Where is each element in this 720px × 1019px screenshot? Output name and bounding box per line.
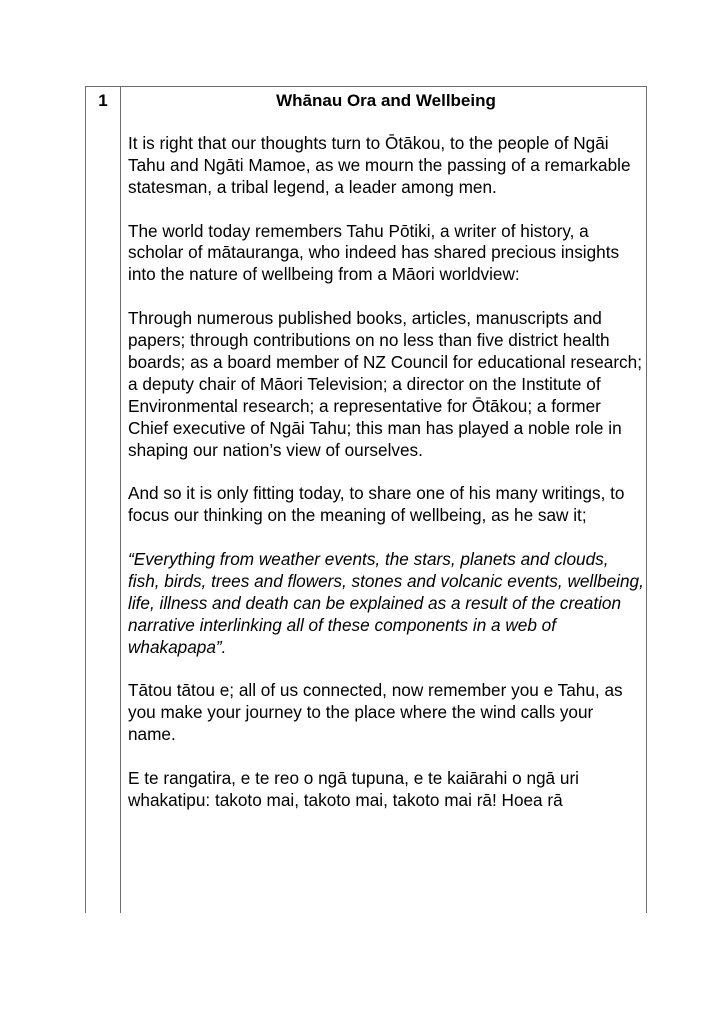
paragraph-tatou: Tātou tātou e; all of us connected, now remember you e Tahu, as you make your journey to the place where the wind calls your name. [128, 680, 623, 745]
column-divider [120, 87, 121, 913]
paragraph-tahu-potiki: The world today remembers Tahu Pōtiki, a writer of history, a scholar of mātauranga, who indeed has shared precious insights into the nature of wellbeing from a Māori worldview: [128, 220, 620, 285]
paragraph-contributions: Through numerous published books, articles, manuscripts and papers; through contributions on no less than five district health boards; as a board member of NZ Council for educational research; a deputy chair of Māori Television; a director on the Institute of Environmental research; a representative for Ōtākou; a former Chief executive of Ngāi Tahu; this man has played a noble role in shaping our nation’s view of ourselves. [128, 308, 642, 460]
row-content [128, 91, 644, 812]
row-number: 1 [98, 91, 108, 110]
quote-whakapapa: “Everything from weather events, the stars, planets and clouds, fish, birds, trees and flowers, stones and volcanic events, wellbeing, life, illness and death can be explained as a result of the creation narrative interlinking all of these components in a web of whakapapa”. [128, 549, 644, 657]
section-heading: Whānau Ora and Wellbeing [276, 91, 496, 110]
paragraph-rangatira: E te rangatira, e te reo o ngā tupuna, e te kaiārahi o ngā uri whakatipu: takoto mai, takoto mai, takoto mai rā! Hoea rā [128, 768, 579, 810]
paragraph-otakou: It is right that our thoughts turn to Ōtākou, to the people of Ngāi Tahu and Ngāti Mamoe, as we mourn the passing of a remarkable statesman, a tribal legend, a leader among men. [128, 132, 631, 197]
paragraph-fitting-today: And so it is only fitting today, to share one of his many writings, to focus our thinking on the meaning of wellbeing, as he saw it; [128, 483, 625, 526]
document-table [85, 86, 647, 913]
